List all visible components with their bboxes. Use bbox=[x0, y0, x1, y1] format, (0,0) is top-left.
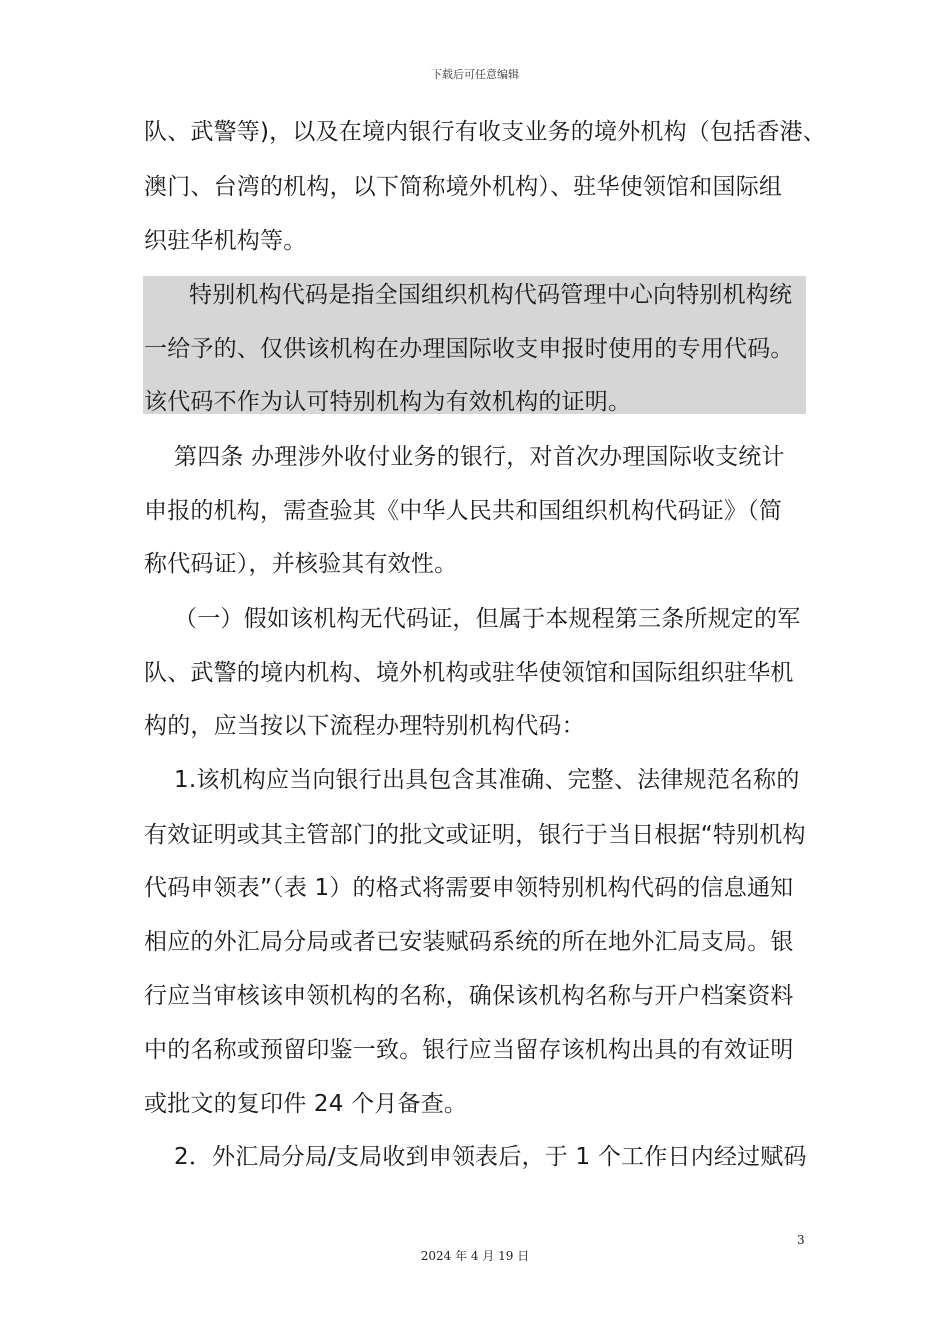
text-line: 构的，应当按以下流程办理特别机构代码： bbox=[144, 713, 585, 739]
text-line: 队、武警的境内机构、境外机构或驻华使领馆和国际组织驻华机 bbox=[144, 660, 794, 686]
text-line: （一）假如该机构无代码证，但属于本规程第三条所规定的军 bbox=[174, 606, 801, 632]
text-line-highlighted: 一给予的、仅供该机构在办理国际收支申报时使用的专用代码。 bbox=[144, 336, 794, 362]
footer-date: 2024 年 4 月 19 日 bbox=[420, 1249, 530, 1263]
text-line-highlighted: 该代码不作为认可特别机构为有效机构的证明。 bbox=[144, 389, 632, 415]
page-number: 3 bbox=[797, 1233, 805, 1247]
text-line: 或批文的复印件 24 个月备查。 bbox=[144, 1091, 468, 1117]
text-line: 相应的外汇局分局或者已安装赋码系统的所在地外汇局支局。银 bbox=[144, 929, 794, 955]
text-line: 2．外汇局分局/支局收到申领表后，于 1 个工作日内经过赋码 bbox=[174, 1144, 807, 1170]
text-line: 申报的机构，需查验其《中华人民共和国组织机构代码证》（简 bbox=[144, 498, 783, 524]
text-line: 澳门、台湾的机构，以下简称境外机构）、驻华使领馆和国际组 bbox=[144, 174, 783, 200]
text-line: 称代码证），并核验其有效性。 bbox=[144, 551, 458, 577]
text-line: 行应当审核该申领机构的名称，确保该机构名称与开户档案资料 bbox=[144, 983, 794, 1009]
text-line: 代码申领表”（表 1）的格式将需要申领特别机构代码的信息通知 bbox=[144, 875, 794, 901]
text-line: 队、武警等)，以及在境内银行有收支业务的境外机构（包括香港、 bbox=[144, 119, 826, 145]
header-note: 下载后可任意编辑 bbox=[431, 68, 519, 81]
text-line: 织驻华机构等。 bbox=[144, 228, 307, 254]
text-line-highlighted: 特别机构代码是指全国组织机构代码管理中心向特别机构统 bbox=[189, 282, 793, 308]
text-line: 中的名称或预留印鉴一致。银行应当留存该机构出具的有效证明 bbox=[144, 1037, 794, 1063]
text-line: 第四条 办理涉外收付业务的银行，对首次办理国际收支统计 bbox=[174, 444, 785, 470]
text-line: 1.该机构应当向银行出具包含其准确、完整、法律规范名称的 bbox=[174, 767, 800, 793]
text-line: 有效证明或其主管部门的批文或证明，银行于当日根据“特别机构 bbox=[144, 822, 806, 848]
